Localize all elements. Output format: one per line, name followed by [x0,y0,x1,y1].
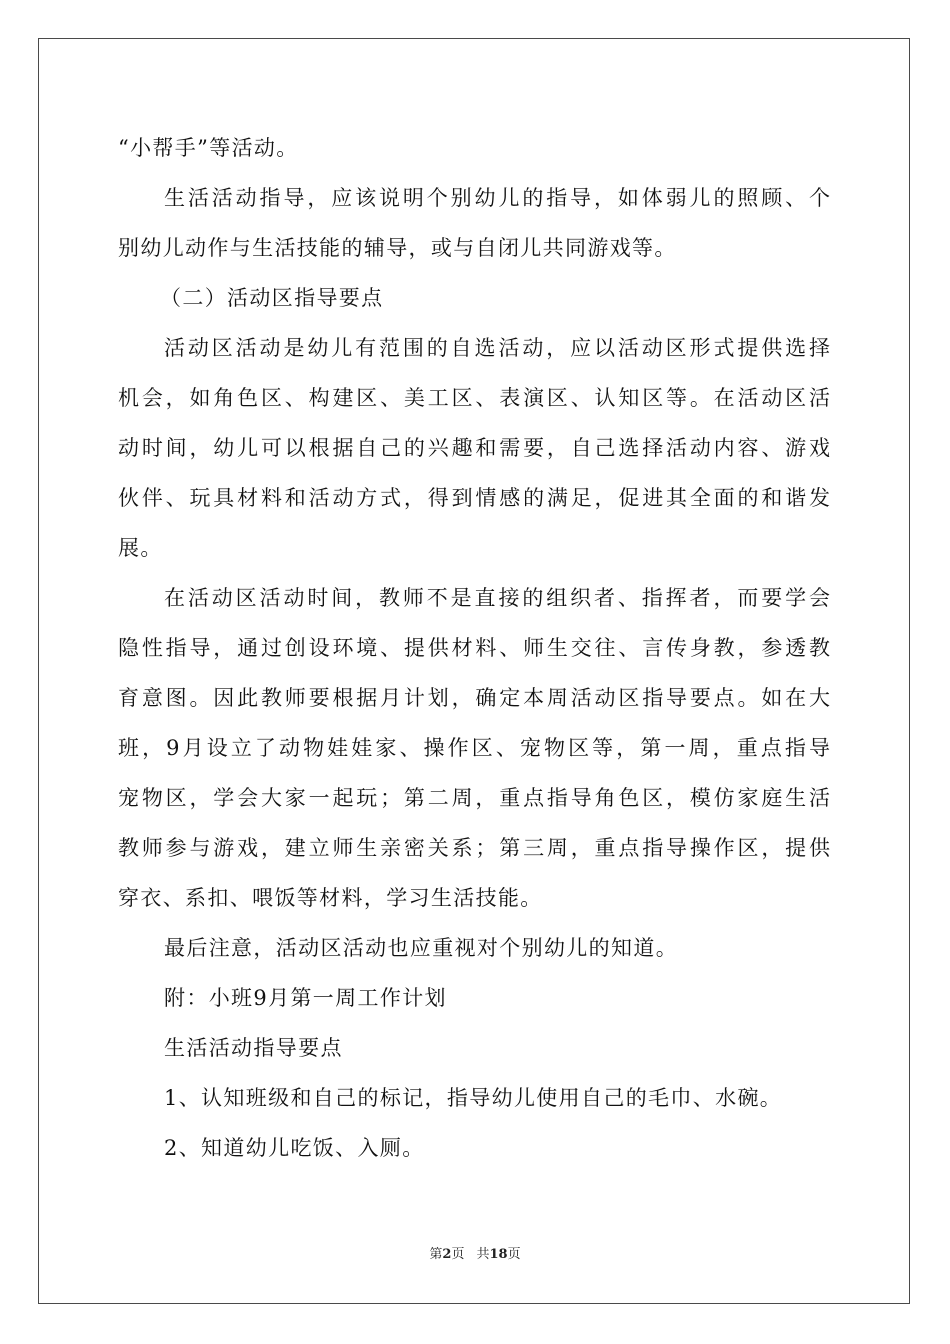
page-border [38,38,910,1304]
text-line: 最后注意，活动区活动也应重视对个别幼儿的知道。 [164,936,679,960]
list-item: 2、知道幼儿吃饭、入厕。 [164,1136,425,1160]
total-suffix: 页 [507,1247,521,1262]
total-pages: 18 [489,1247,508,1262]
text-line: 伙伴、玩具材料和活动方式，得到情感的满足，促进其全面的和谐发 [118,486,830,510]
text-line: 机会，如角色区、构建区、美工区、表演区、认知区等。在活动区活 [118,386,830,410]
text-line: 在活动区活动时间，教师不是直接的组织者、指挥者，而要学会 [164,586,830,610]
text-line: 动时间，幼儿可以根据自己的兴趣和需要，自己选择活动内容、游戏 [118,436,830,460]
text-line: 班，9月设立了动物娃娃家、操作区、宠物区等，第一周，重点指导 [118,736,830,760]
text-line: 育意图。因此教师要根据月计划，确定本周活动区指导要点。如在大 [118,686,830,710]
section-heading: （二）活动区指导要点 [160,286,384,310]
text-line: 生活活动指导要点 [164,1036,343,1060]
text-line: “小帮手”等活动。 [118,136,299,160]
text-line: 展。 [118,536,163,560]
page-suffix: 页 [451,1247,465,1262]
text-line: 隐性指导，通过创设环境、提供材料、师生交往、言传身教，参透教 [118,636,830,660]
page-prefix: 第 [429,1247,443,1262]
text-line: 生活活动指导，应该说明个别幼儿的指导，如体弱儿的照顾、个 [164,186,830,210]
text-line: 穿衣、系扣、喂饭等材料，学习生活技能。 [118,886,543,910]
total-prefix: 共 [476,1247,490,1262]
text-line: 别幼儿动作与生活技能的辅导，或与自闭儿共同游戏等。 [118,236,677,260]
text-line: 活动区活动是幼儿有范围的自选活动，应以活动区形式提供选择 [164,336,830,360]
text-line: 宠物区，学会大家一起玩；第二周，重点指导角色区，模仿家庭生活 [118,786,830,810]
page-footer [0,1246,950,1264]
text-line: 附：小班9月第一周工作计划 [164,986,447,1010]
list-item: 1、认知班级和自己的标记，指导幼儿使用自己的毛巾、水碗。 [164,1086,783,1110]
text-line: 教师参与游戏，建立师生亲密关系；第三周，重点指导操作区，提供 [118,836,830,860]
page-number: 2 [442,1247,452,1262]
